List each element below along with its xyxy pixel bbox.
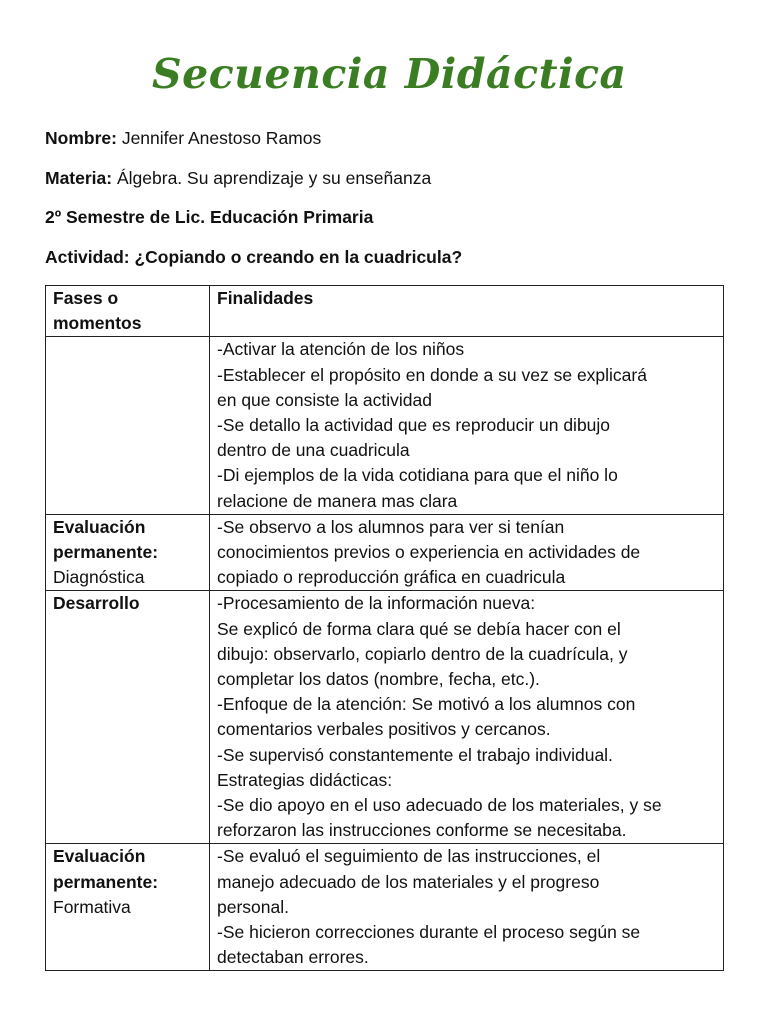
actividad-text: Actividad: ¿Copiando o creando en la cuadricula? bbox=[45, 247, 463, 267]
purpose-line: -Se detallo la actividad que es reproducir un dibujo bbox=[217, 415, 611, 436]
purpose-cell bbox=[210, 514, 724, 591]
table-row bbox=[46, 514, 724, 591]
purpose-line: relacione de manera mas clara bbox=[217, 490, 458, 511]
phase-label: Desarrollo bbox=[53, 593, 140, 614]
purpose-line: conocimientos previos o experiencia en actividades de bbox=[217, 542, 641, 563]
document-title: Secuencia Didáctica bbox=[152, 50, 627, 98]
header-purposes-label: Finalidades bbox=[217, 288, 314, 308]
purpose-cell bbox=[210, 844, 724, 971]
purpose-line: comentarios verbales positivos y cercanos. bbox=[217, 719, 551, 740]
purpose-line: en que consiste la actividad bbox=[217, 389, 432, 410]
purpose-line: Se explicó de forma clara qué se debía hacer con el bbox=[217, 618, 621, 639]
materia-line bbox=[45, 168, 431, 189]
purpose-line: -Di ejemplos de la vida cotidiana para que el niño lo bbox=[217, 465, 618, 486]
phase-cell bbox=[46, 337, 210, 514]
phase-type: Formativa bbox=[53, 896, 131, 917]
purpose-cell bbox=[210, 591, 724, 844]
purpose-line: personal. bbox=[217, 896, 289, 917]
header-phases-line2: momentos bbox=[53, 313, 142, 334]
purpose-line: -Se evaluó el seguimiento de las instrucciones, el bbox=[217, 846, 601, 867]
nombre-label: Nombre: bbox=[45, 128, 117, 148]
table-row bbox=[46, 337, 724, 514]
header-phases bbox=[46, 286, 210, 337]
purpose-line: manejo adecuado de los materiales y el progreso bbox=[217, 871, 600, 892]
table-row bbox=[46, 591, 724, 844]
phase-cell bbox=[46, 591, 210, 844]
purpose-line: copiado o reproducción gráfica en cuadricula bbox=[217, 567, 566, 588]
phase-label-cont: permanente: bbox=[53, 542, 159, 563]
purpose-line: -Se supervisó constantemente el trabajo individual. bbox=[217, 744, 613, 765]
purpose-line: -Se hicieron correcciones durante el proceso según se bbox=[217, 922, 641, 943]
materia-label: Materia: bbox=[45, 168, 113, 188]
phase-label: Evaluación bbox=[53, 846, 146, 867]
purpose-line: dentro de una cuadricula bbox=[217, 440, 410, 461]
purpose-line: -Enfoque de la atención: Se motivó a los alumnos con bbox=[217, 694, 636, 715]
header-phases-line1: Fases o bbox=[53, 288, 119, 308]
actividad-line bbox=[45, 247, 462, 268]
semestre-line bbox=[45, 207, 373, 228]
purpose-line: reforzaron las instrucciones conforme se necesitaba. bbox=[217, 820, 627, 841]
phase-type: Diagnóstica bbox=[53, 567, 145, 588]
purpose-line: detectaban errores. bbox=[217, 947, 369, 968]
purpose-line: Estrategias didácticas: bbox=[217, 769, 393, 790]
phase-label: Evaluación bbox=[53, 516, 146, 537]
phases-table bbox=[45, 285, 724, 971]
purpose-line: -Se observo a los alumnos para ver si tenían bbox=[217, 516, 565, 537]
purpose-line: -Procesamiento de la información nueva: bbox=[217, 593, 536, 614]
phase-cell bbox=[46, 844, 210, 971]
nombre-line bbox=[45, 128, 321, 149]
purpose-line: -Activar la atención de los niños bbox=[217, 339, 465, 360]
materia-value: Álgebra. Su aprendizaje y su enseñanza bbox=[116, 168, 432, 188]
header-purposes bbox=[210, 286, 724, 337]
purpose-line: dibujo: observarlo, copiarlo dentro de la cuadrícula, y bbox=[217, 643, 628, 664]
purpose-line: completar los datos (nombre, fecha, etc.). bbox=[217, 669, 540, 690]
purpose-line: -Se dio apoyo en el uso adecuado de los materiales, y se bbox=[217, 795, 662, 816]
table-row bbox=[46, 844, 724, 971]
semestre-text: 2º Semestre de Lic. Educación Primaria bbox=[45, 207, 374, 227]
purpose-line: -Establecer el propósito en donde a su vez se explicará bbox=[217, 364, 647, 385]
table-header-row bbox=[46, 286, 724, 337]
purpose-cell bbox=[210, 337, 724, 514]
phase-label-cont: permanente: bbox=[53, 871, 159, 892]
phase-cell bbox=[46, 514, 210, 591]
nombre-value: Jennifer Anestoso Ramos bbox=[121, 128, 322, 148]
